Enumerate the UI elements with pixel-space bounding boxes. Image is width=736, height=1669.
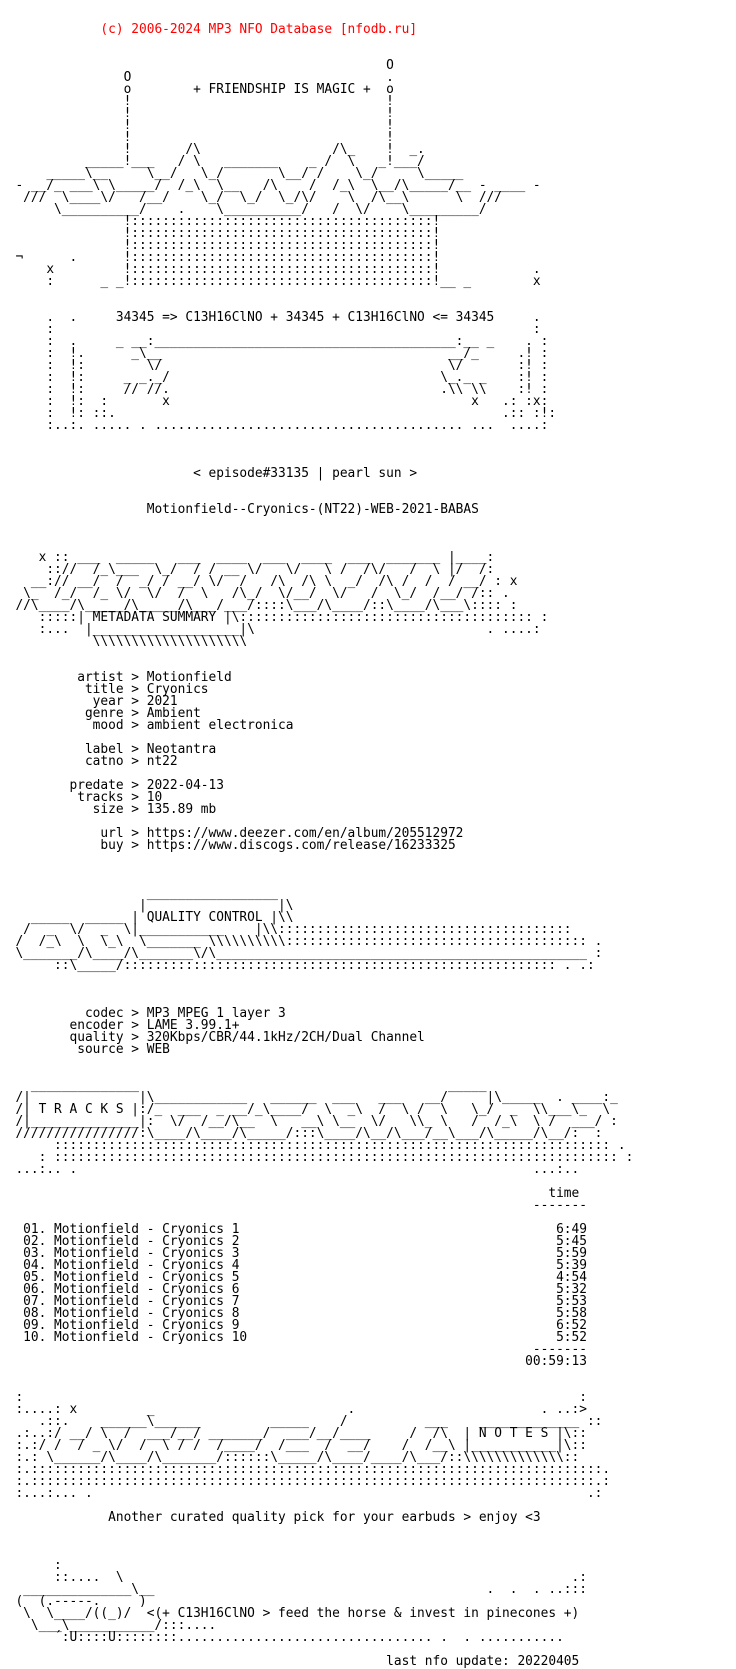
nfo-line: :.::::::::::::::::::::::::::::::::::::::::::::::::::::::::::::::::::::::::::. (0, 1462, 611, 1477)
nfo-line: : !: ::. .:: :!: (0, 406, 557, 421)
nfo-line: .:..:/ __/ \ / ___/__/ _______/ ___/__/____ / /\ | N O T E S |\:: (0, 1426, 587, 1441)
nfo-line: : : (0, 322, 541, 337)
nfo-line: o + FRIENDSHIP IS MAGIC + o (0, 82, 394, 97)
nfo-line: ______________ _____ (0, 1078, 487, 1093)
nfo-line: :.: \______/\____/\_______/::::::\_____/\____/____/\___/::\\\\\\\\\\\\\:: (0, 1450, 580, 1465)
copyright-header: (c) 2006-2024 MP3 NFO Database [nfodb.ru] (0, 22, 418, 37)
nfo-line: Motionfield--Cryonics-(NT22)-WEB-2021-BABAS (0, 502, 479, 517)
nfo-line: _____!___ / \ _______ _ / \ _!___/ (0, 154, 425, 169)
nfo-line (0, 972, 736, 984)
nfo-line: \_______/\____/\_______\/\________________________________________________ : (0, 946, 603, 961)
nfo-line: : . _ __:_______________________________________:__ _ . : (0, 334, 549, 349)
nfo-line: \__________/ . \__________/ / \/ \_________/ (0, 202, 487, 217)
nfo-line: time (0, 1186, 580, 1201)
nfo-line (0, 1368, 736, 1380)
nfo-line: < episode#33135 | pearl sun > (0, 466, 418, 481)
nfo-line: ¬ . !:::::::::::::::::::::::::::::::::::::::! (0, 250, 441, 265)
nfo-line: : !: // //. .\\ \\ :! : (0, 382, 549, 397)
nfo-line: predate > 2022-04-13 (0, 778, 224, 793)
nfo-line: - __/_ ___\ \_____/ /_\ \__ /\ / /_\ \__/\_____/__ - ____ - (0, 178, 541, 193)
nfo-line: O . (0, 70, 394, 85)
nfo-line: _________________ (0, 886, 279, 901)
nfo-line: ------- (0, 1342, 587, 1357)
nfo-line: buy > https://www.discogs.com/release/16233325 (0, 838, 456, 853)
nfo-line: ´:U::::U::::::::................................. . . ........... (0, 1630, 564, 1645)
nfo-line: 08. Motionfield - Cryonics 8 5:58 (0, 1306, 587, 1321)
nfo-line: :::::| METADATA SUMMARY |\:::::::::::::::::::::::::::::::::::::: : (0, 610, 549, 625)
nfo-line (0, 528, 736, 540)
nfo-line: size > 135.89 mb (0, 802, 217, 817)
nfo-line: 04. Motionfield - Cryonics 4 5:39 (0, 1258, 587, 1273)
nfo-line: Another curated quality pick for your earbuds > enjoy <3 (0, 1510, 541, 1525)
nfo-line: 01. Motionfield - Cryonics 1 6:49 (0, 1222, 587, 1237)
nfo-line: \\\\\\\\\\\\\\\\\\\\ (0, 634, 248, 649)
nfo-line: \___\___________/:::.... (0, 1618, 217, 1633)
nfo-line: mood > ambient electronica (0, 718, 294, 733)
nfo-line: !:::::::::::::::::::::::::::::::::::::::! (0, 226, 441, 241)
nfo-line (0, 480, 736, 492)
nfo-line: : (0, 1558, 62, 1573)
nfo-line (0, 864, 736, 876)
nfo-line: O (0, 58, 394, 73)
nfo-line: \_ /_/ /_ \/ \/ / \ /\_/ \/__/ \/ / \_/ /__/ /:: . (0, 586, 510, 601)
nfo-line: last nfo update: 20220405 (0, 1654, 580, 1669)
nfo-line: : !: \/ \/ :! : (0, 358, 549, 373)
nfo-line: //\____/\_____/\_____/\___/___/::::\___/\____/::\____/\___\:::: : (0, 598, 518, 613)
nfo-line (0, 648, 736, 660)
nfo-line: label > Neotantra (0, 742, 217, 757)
nfo-line: ////////////////:\____/\____/\_____/:::\____/\__/\___/__\___/\_____/\__/: : (0, 1126, 603, 1141)
nfo-line: :...:... . .: (0, 1486, 603, 1501)
nfo-line (0, 1056, 736, 1068)
nfo-line (0, 1548, 736, 1560)
nfo-line: 09. Motionfield - Cryonics 9 6:52 (0, 1318, 587, 1333)
nfo-line: ::.... \ .: (0, 1570, 587, 1585)
nfo-line: : !: : x x .: :x: (0, 394, 549, 409)
nfo-line: ------- (0, 1198, 587, 1213)
nfo-line (0, 984, 736, 996)
nfo-line: :....: x _ . . ..:> (0, 1402, 587, 1417)
nfo-line: : !: _ _._/ \_._ _ :! : (0, 370, 549, 385)
nfo-line: 00:59:13 (0, 1354, 587, 1369)
nfo-line: : !. _\__ __/_ .! : (0, 346, 549, 361)
nfo-line: encoder > LAME 3.99.1+ (0, 1018, 240, 1033)
nfo-line: ! /\ /\_ ! _. (0, 142, 425, 157)
nfo-line: codec > MP3 MPEG 1 layer 3 (0, 1006, 286, 1021)
nfo-line: x :: ___ _____ ___ ____ ___ ____ ___ _______ |____: (0, 550, 495, 565)
nfo-line: / /_\ \ \_\ \_______ \\\\\\\\\\::::::::::::::::::::::::::::::::::::::: . (0, 934, 603, 949)
nfo-line: 10. Motionfield - Cryonics 10 5:52 (0, 1330, 587, 1345)
nfo-line: ! ! (0, 106, 394, 121)
nfo-line: __:// __/ / _/ / __/ \/ / /\ /\ \ _/ /\ / / / __/ : x (0, 574, 518, 589)
nfo-line (0, 288, 736, 300)
nfo-line: . . 34345 => C13H16ClNO + 34345 + C13H16ClNO <= 34345 . (0, 310, 541, 325)
nfo-line: / _ \/ _ \|___________ |\\:::::::::::::::::::::::::::::::::::::: (0, 922, 572, 937)
nfo-line: ( (.-----. ) (0, 1594, 147, 1609)
nfo-line: 05. Motionfield - Cryonics 5 4:54 (0, 1270, 587, 1285)
nfo-line: 07. Motionfield - Cryonics 7 5:53 (0, 1294, 587, 1309)
nfo-line: : _ _!:::::::::::::::::::::::::::::::::::::::!__ _ x (0, 274, 541, 289)
nfo-line: :.:::::::::::::::::::::::::::::::::::::::::::::::::::::::::::::::::::::::::.: (0, 1474, 611, 1489)
nfo-line (0, 516, 736, 528)
nfo-line: : ::::::::::::::::::::::::::::::::::::::::::::::::::::::::::::::::::::::::: : (0, 1150, 634, 1165)
nfo-line: \ \____/((_)/ <(+ C13H16ClNO > feed the horse & invest in pinecones +) (0, 1606, 580, 1621)
nfo-line (0, 1524, 736, 1536)
nfo-line: _____ _____ | QUALITY CONTROL |\\ (0, 910, 294, 925)
nfo-line: ! ! (0, 118, 394, 133)
nfo-line: genre > Ambient (0, 706, 201, 721)
nfo-line: :..:. ..... . ........................................ ... ....: (0, 418, 549, 433)
nfo-line: !:::::::::::::::::::::::::::::::::::::::! (0, 214, 441, 229)
nfo-line: ::// /_\___ \_/ / / __ \/ \/ \ / /\/ / \ |/ /: (0, 562, 495, 577)
nfo-line (0, 432, 736, 444)
nfo-line: /|______________|: \/ /__/\__ \ __\ \__ \/ \\_ \ / /_\ \ / ___/ : (0, 1114, 618, 1129)
nfo-line: title > Cryonics (0, 682, 209, 697)
nfo-line: catno > nt22 (0, 754, 178, 769)
nfo-line (0, 444, 736, 456)
nfo-line: _____\__ \__/ \_/ \__/ / \_/ \_____ (0, 166, 464, 181)
nfo-line: quality > 320Kbps/CBR/44.1kHz/2CH/Dual Channel (0, 1030, 425, 1045)
nfo-line: : : (0, 1390, 587, 1405)
nfo-line: year > 2021 (0, 694, 178, 709)
nfo-line: /| T R A C K S |:/_ ___ _ __/_\____/ \ _\ / \ / \ \_/ _ \\___\_ \ (0, 1102, 611, 1117)
nfo-line: !:::::::::::::::::::::::::::::::::::::::! (0, 238, 441, 253)
nfo-line: :::::::::::::::::::::::::::::::::::::::::::::::::::::::::::::::::::::::: . (0, 1138, 626, 1153)
nfo-line: 06. Motionfield - Cryonics 6 5:32 (0, 1282, 587, 1297)
nfo-line: ! ! (0, 94, 394, 109)
nfo-line: .::. ______\______ _____ / ___ _____________ :: (0, 1414, 603, 1429)
nfo-line (0, 1536, 736, 1548)
nfo-line: :... |___________________|\ . ....: (0, 622, 541, 637)
nfo-line: ______________\__ . . . ..::: (0, 1582, 587, 1597)
nfo-line: ! ! (0, 130, 394, 145)
nfo-line: ...:.. . ...:.. (0, 1162, 580, 1177)
nfo-line: /// \____\/ /__/ \_/ \_/ \_/\/ \ /\__\ \ /// (0, 190, 503, 205)
nfo-line: source > WEB (0, 1042, 170, 1057)
nfo-line: url > https://www.deezer.com/en/album/205512972 (0, 826, 464, 841)
nfo-line: 03. Motionfield - Cryonics 3 5:59 (0, 1246, 587, 1261)
nfo-line: 02. Motionfield - Cryonics 2 5:45 (0, 1234, 587, 1249)
nfo-line: ::\_____/:::::::::::::::::::::::::::::::::::::::::::::::::::::::: . .: (0, 958, 595, 973)
nfo-line: x !:::::::::::::::::::::::::::::::::::::::! . (0, 262, 541, 277)
nfo-line: :.:/ / / _ \/ / \ / / /____/ /___ / __/ / /__\ |___________|\:: (0, 1438, 587, 1453)
nfo-line (0, 852, 736, 864)
nfo-line: artist > Motionfield (0, 670, 232, 685)
nfo-line: tracks > 10 (0, 790, 163, 805)
nfo-line: /| |\____________ ______ ___ ___ __/ |\_____ . ____:_ (0, 1090, 618, 1105)
nfo-line: | |\ (0, 898, 294, 913)
